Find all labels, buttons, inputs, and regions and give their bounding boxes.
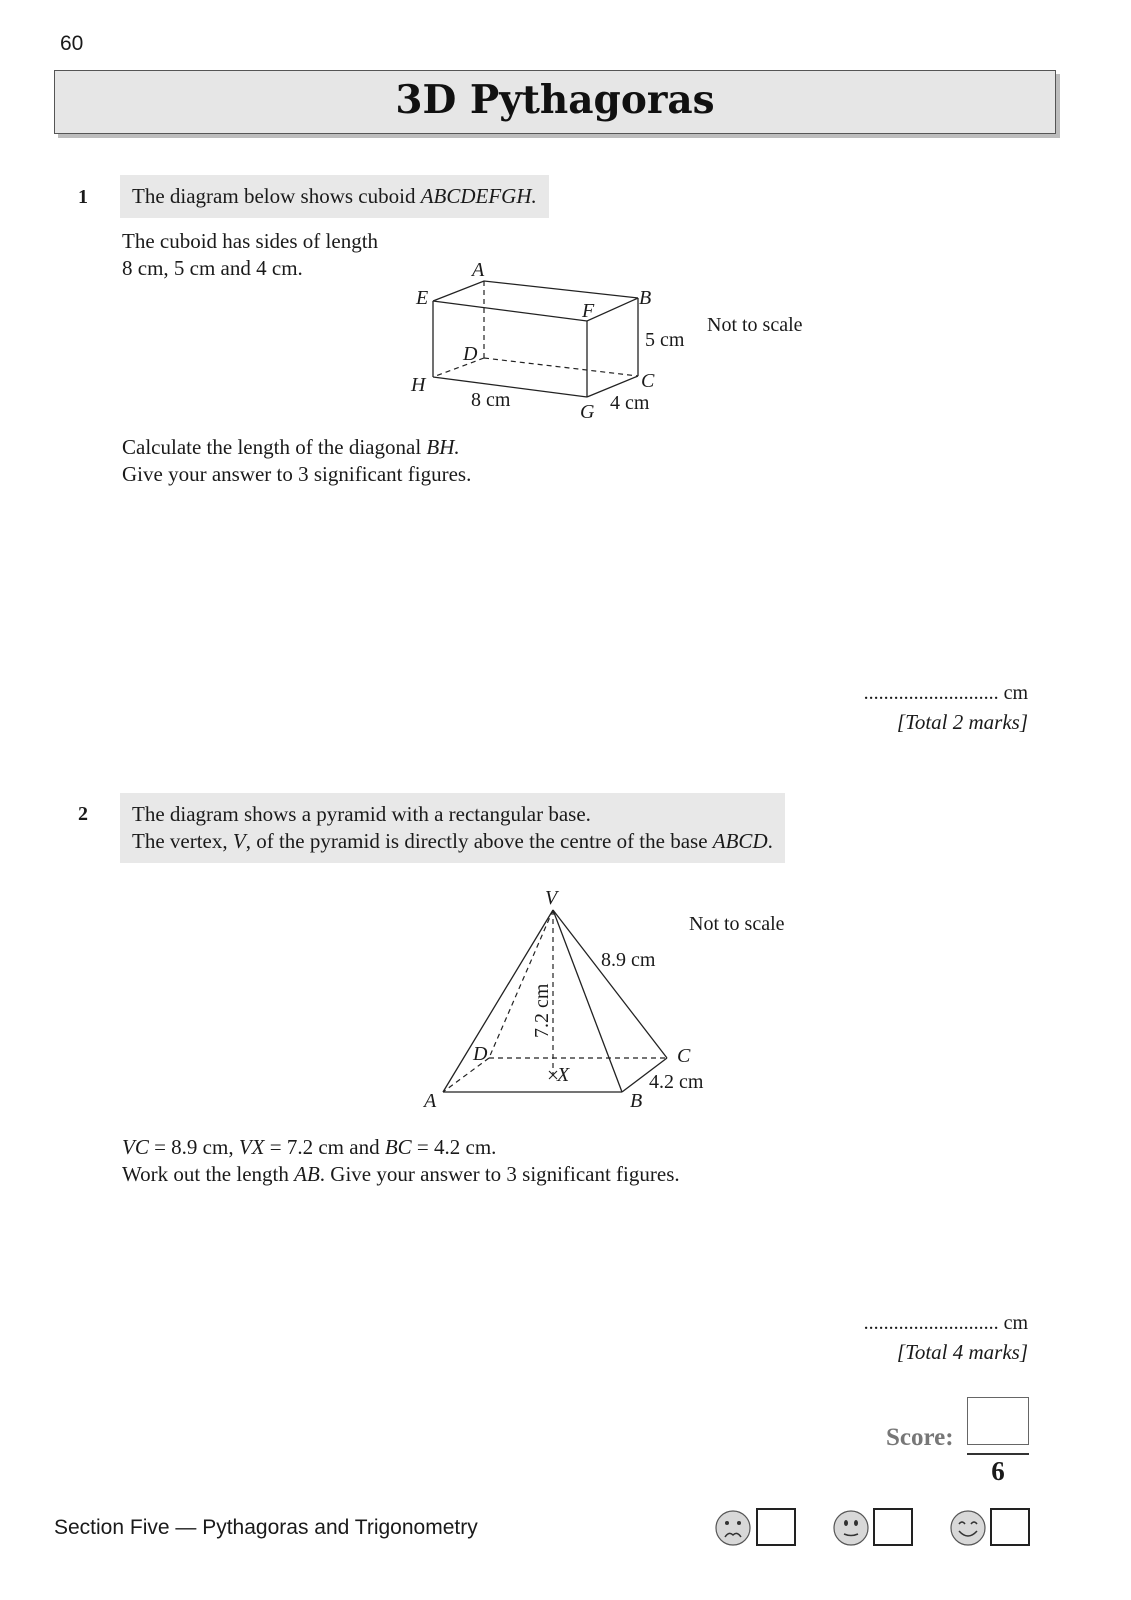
q2-instr-suffix: . Give your answer to 3 significant figures. xyxy=(319,1162,680,1186)
question-2-instructions xyxy=(122,1134,680,1188)
question-1-total-marks: [Total 2 marks] xyxy=(896,710,1028,734)
pyramid-label-B: B xyxy=(630,1090,643,1112)
score-label: Score: xyxy=(886,1424,954,1451)
cuboid-label-D: D xyxy=(463,343,478,365)
cuboid-label-C: C xyxy=(641,370,655,392)
q2-given-bc-val: = 4.2 cm. xyxy=(411,1135,497,1159)
q2-prompt-line2 xyxy=(132,828,773,855)
cuboid-label-H: H xyxy=(411,374,426,396)
pyramid-length-bc: 4.2 cm xyxy=(649,1071,704,1093)
cuboid-length-5: 5 cm xyxy=(645,329,685,351)
sad-face-icon xyxy=(713,1508,753,1548)
q2-given-vx-val: = 7.2 cm and xyxy=(264,1135,385,1159)
q2-instr-text: Work out the length xyxy=(122,1162,295,1186)
question-2-answer-line[interactable]: ........................... cm xyxy=(863,1312,1028,1334)
happy-face-icon xyxy=(948,1508,988,1548)
q2-given-bc: BC xyxy=(384,1135,412,1159)
pyramid-length-vx: 7.2 cm xyxy=(531,983,553,1038)
q2-prompt-line1: The diagram shows a pyramid with a rectangular base. xyxy=(132,802,591,826)
happy-tick-box[interactable] xyxy=(990,1508,1030,1546)
q1-sides-line1: The cuboid has sides of length xyxy=(122,229,379,253)
q2-line2-v: V xyxy=(232,829,246,853)
score-input-box[interactable] xyxy=(967,1397,1029,1445)
q2-given-vc-val: = 8.9 cm, xyxy=(148,1135,239,1159)
cuboid-label-E: E xyxy=(416,287,429,309)
q2-line2-a: The vertex, xyxy=(132,829,233,853)
cuboid-length-8: 8 cm xyxy=(471,389,511,411)
q1-prompt-text: The diagram below shows cuboid xyxy=(132,184,421,208)
cuboid-not-to-scale: Not to scale xyxy=(707,314,803,336)
q1-instruction-line2: Give your answer to 3 significant figures. xyxy=(122,462,472,486)
cuboid-diagram xyxy=(0,0,1131,460)
cuboid-label-F: F xyxy=(582,300,595,322)
cuboid-top-front-edges xyxy=(433,298,638,321)
neutral-tick-box[interactable] xyxy=(873,1508,913,1546)
pyramid-label-X: X xyxy=(557,1064,570,1086)
cuboid-label-B: B xyxy=(639,287,652,309)
cuboid-hidden-DC xyxy=(484,358,638,376)
question-2-number: 2 xyxy=(78,803,88,825)
q2-given-values xyxy=(122,1134,680,1161)
pyramid-length-vc: 8.9 cm xyxy=(601,949,656,971)
q1-instr1-italic: BH. xyxy=(426,435,460,459)
pyramid-label-A: A xyxy=(424,1090,437,1112)
question-2-total-marks: [Total 4 marks] xyxy=(896,1340,1028,1364)
q2-line2-abcd: ABCD xyxy=(712,829,768,853)
cuboid-top-back-edges xyxy=(433,281,638,301)
pyramid-edge-VC xyxy=(553,910,667,1058)
q2-instr-ab: AB xyxy=(294,1162,320,1186)
pyramid-label-C: C xyxy=(677,1045,691,1067)
question-1-instructions xyxy=(122,434,471,488)
q1-instr1-text: Calculate the length of the diagonal xyxy=(122,435,427,459)
neutral-face-icon xyxy=(831,1508,871,1548)
pyramid-label-D: D xyxy=(473,1043,488,1065)
cuboid-label-A: A xyxy=(472,259,485,281)
pyramid-diagram xyxy=(0,870,1131,1120)
question-2-prompt xyxy=(120,793,785,863)
q2-given-vx: VX xyxy=(238,1135,265,1159)
page-title: 3D Pythagoras xyxy=(395,77,715,123)
score-total: 6 xyxy=(991,1456,1005,1486)
cuboid-length-4: 4 cm xyxy=(610,392,650,414)
q1-prompt-italic: ABCDEFGH. xyxy=(420,184,537,208)
q1-sides-line2: 8 cm, 5 cm and 4 cm. xyxy=(122,256,303,280)
section-footer: Section Five — Pythagoras and Trigonometry xyxy=(54,1516,478,1539)
sad-tick-box[interactable] xyxy=(756,1508,796,1546)
page-number: 60 xyxy=(60,32,84,55)
pyramid-not-to-scale: Not to scale xyxy=(689,913,785,935)
score-fraction-line xyxy=(967,1453,1029,1455)
cuboid-label-G: G xyxy=(580,401,595,423)
question-1-number: 1 xyxy=(78,186,88,208)
q1-instruction-line1 xyxy=(122,434,471,461)
pyramid-label-V: V xyxy=(545,887,558,909)
q2-line2-end: . xyxy=(767,829,773,853)
q2-given-vc: VC xyxy=(122,1135,149,1159)
question-1-answer-line[interactable]: ........................... cm xyxy=(863,682,1028,704)
q2-instruction xyxy=(122,1161,680,1188)
q2-line2-b: , of the pyramid is directly above the centre of the base xyxy=(245,829,713,853)
